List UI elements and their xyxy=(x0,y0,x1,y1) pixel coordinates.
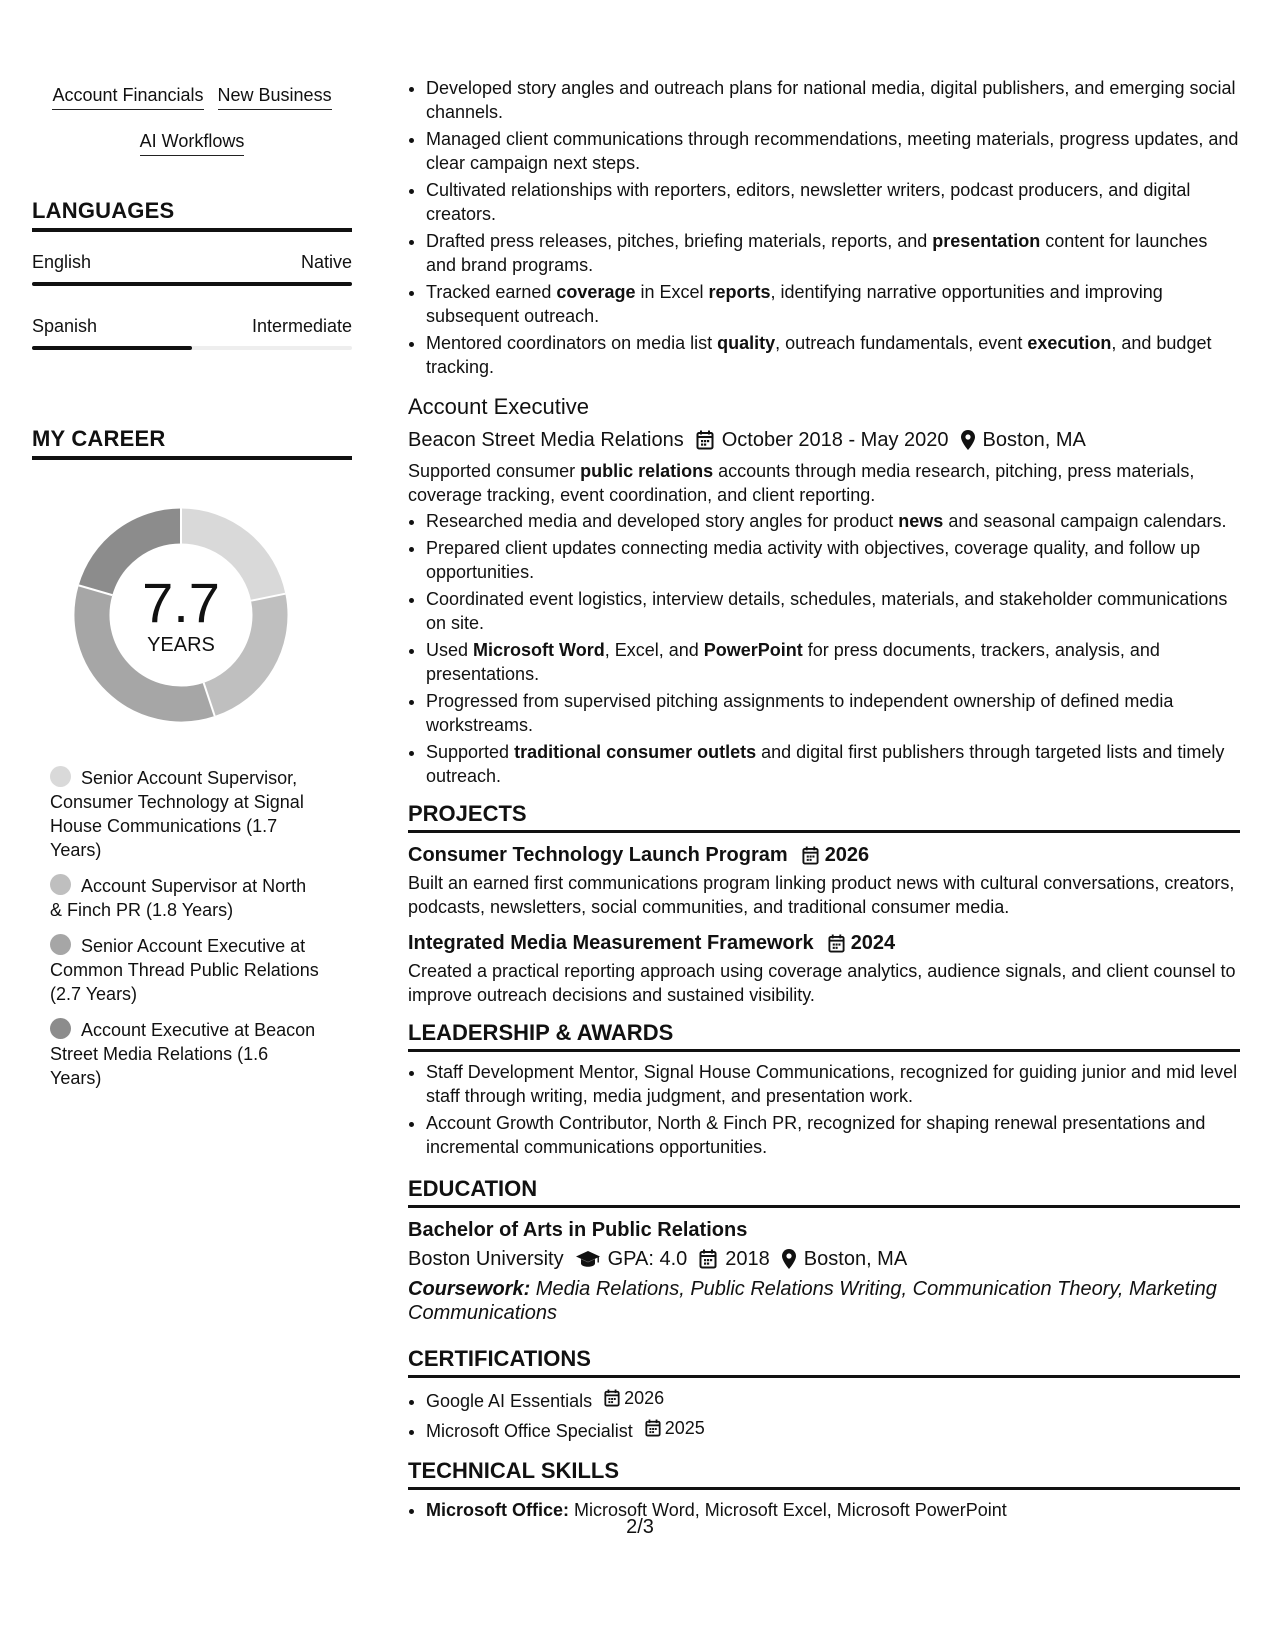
education-year: 2018 xyxy=(725,1248,770,1270)
text-run: and digital first publishers through targeted lists and timely outreach. xyxy=(426,742,1225,786)
main-content xyxy=(408,76,1240,1525)
project-item xyxy=(408,843,1240,919)
project-item xyxy=(408,931,1240,1007)
language-bar-fill xyxy=(32,282,352,286)
calendar-icon xyxy=(696,430,714,450)
bold-keyword: traditional consumer outlets xyxy=(514,742,757,762)
text-run: , Excel, and xyxy=(604,640,704,660)
previous-job-bullet xyxy=(426,127,1240,175)
calendar-icon xyxy=(802,846,819,865)
job-bullet xyxy=(426,536,1240,584)
skill-tag: Account Financials xyxy=(52,84,203,110)
job-bullet xyxy=(426,509,1240,533)
page-number: 2/3 xyxy=(626,1516,654,1538)
language-bar-fill xyxy=(32,346,192,350)
text-run: Prepared client updates connecting media activity with objectives, coverage quality, and follow up opportunities. xyxy=(426,538,1201,582)
project-description: Built an earned first communications program linking product news with cultural conversations, creators, podcasts, newsletters, social communities, and traditional consumer media. xyxy=(408,873,1235,917)
previous-job-bullet xyxy=(426,280,1240,328)
technical-skill-label: Microsoft Office: xyxy=(426,1500,570,1520)
previous-job-bullet xyxy=(426,178,1240,226)
bold-keyword: reports xyxy=(708,282,771,302)
career-legend-label: Account Executive at Beacon Street Media Relations (1.6 Years) xyxy=(50,1020,316,1088)
legend-dot-icon xyxy=(50,934,71,955)
location-pin-icon xyxy=(961,430,975,450)
job-bullet xyxy=(426,740,1240,788)
text-run: and seasonal campaign calendars. xyxy=(943,511,1227,531)
technical-skills-heading: TECHNICAL SKILLS xyxy=(408,1459,1240,1490)
calendar-icon xyxy=(828,934,845,953)
text-run: content for launches and brand programs. xyxy=(426,231,1208,275)
career-legend xyxy=(50,766,320,1090)
language-bar xyxy=(32,282,352,286)
bold-keyword: execution xyxy=(1027,333,1112,353)
career-legend-item xyxy=(50,874,320,922)
education-school: Boston University xyxy=(408,1248,564,1270)
career-heading: MY CAREER xyxy=(32,426,352,460)
language-name: Spanish xyxy=(32,316,98,336)
text-run: , identifying narrative opportunities and improving subsequent outreach. xyxy=(426,282,1163,326)
text-run: Managed client communications through recommendations, meeting materials, progress updates, and clear campaign next steps. xyxy=(426,129,1239,173)
leadership-heading: LEADERSHIP & AWARDS xyxy=(408,1021,1240,1052)
text-run: in Excel xyxy=(635,282,709,302)
technical-skill-value: Microsoft Word, Microsoft Excel, Microsoft PowerPoint xyxy=(569,1500,1007,1520)
text-run: Supported consumer xyxy=(408,461,581,481)
leadership-item: • Account Growth Contributor, North & Finch PR, recognized for shaping renewal presentations and incremental communications opportunities. xyxy=(426,1111,1240,1159)
certification-name: Microsoft Office Specialist xyxy=(426,1421,633,1441)
job-summary xyxy=(408,459,1240,507)
calendar-icon xyxy=(699,1249,717,1269)
skill-tags xyxy=(32,80,352,172)
leadership-list xyxy=(408,1060,1240,1159)
skill-tag: New Business xyxy=(218,84,332,110)
text-run: for press documents, trackers, analysis, and presentations. xyxy=(426,640,1160,684)
career-total-unit: YEARS xyxy=(147,634,215,656)
education-gpa: GPA: 4.0 xyxy=(607,1248,688,1270)
bold-keyword: quality xyxy=(717,333,776,353)
certification-name: Google AI Essentials xyxy=(426,1391,593,1411)
education-heading: EDUCATION xyxy=(408,1177,1240,1208)
previous-job-bullet xyxy=(426,76,1240,124)
language-level: Intermediate xyxy=(251,316,352,336)
career-legend-item xyxy=(50,766,320,862)
previous-job-bullet xyxy=(426,331,1240,379)
job-bullet xyxy=(426,587,1240,635)
job-bullet xyxy=(426,638,1240,686)
education-degree: Bachelor of Arts in Public Relations xyxy=(408,1219,748,1241)
certifications-heading: CERTIFICATIONS xyxy=(408,1347,1240,1378)
text-run: Supported xyxy=(426,742,515,762)
career-legend-item xyxy=(50,934,320,1006)
language-level: Native xyxy=(300,252,352,272)
project-year: 2026 xyxy=(824,844,870,866)
calendar-icon xyxy=(604,1389,620,1407)
education-coursework xyxy=(408,1277,1240,1325)
text-run: Progressed from supervised pitching assignments to independent ownership of defined media workstreams. xyxy=(426,691,1174,735)
career-legend-label: Senior Account Executive at Common Thread Public Relations (2.7 Years) xyxy=(50,936,319,1004)
project-title: Consumer Technology Launch Program xyxy=(408,844,788,866)
language-name: English xyxy=(32,252,92,272)
bold-keyword: public relations xyxy=(580,461,714,481)
certification-item xyxy=(426,1386,1240,1413)
bold-keyword: presentation xyxy=(932,231,1041,251)
job-location: Boston, MA xyxy=(982,429,1086,451)
projects-heading: PROJECTS xyxy=(408,802,1240,833)
language-bar xyxy=(32,346,352,350)
previous-job-bullet xyxy=(426,229,1240,277)
career-donut-chart xyxy=(66,500,296,730)
text-run: , and budget tracking. xyxy=(426,333,1212,377)
certification-year: 2025 xyxy=(664,1418,705,1438)
career-legend-label: Account Supervisor at North & Finch PR (1.8 Years) xyxy=(50,876,307,920)
previous-job-bullets xyxy=(408,76,1240,379)
technical-skills-list xyxy=(408,1498,1240,1522)
certification-year: 2026 xyxy=(624,1388,665,1408)
text-run: Coordinated event logistics, interview details, schedules, materials, and stakeholder communications on site. xyxy=(426,589,1228,633)
education-location: Boston, MA xyxy=(803,1248,908,1270)
coursework-label: Coursework: xyxy=(408,1278,531,1300)
bold-keyword: coverage xyxy=(556,282,636,302)
technical-skill-item xyxy=(426,1498,1240,1522)
project-year: 2024 xyxy=(850,932,896,954)
sidebar xyxy=(32,80,352,1102)
job-title: Account Executive xyxy=(408,394,589,419)
graduation-cap-icon xyxy=(576,1250,600,1268)
text-run: Tracked earned xyxy=(426,282,557,302)
legend-dot-icon xyxy=(50,766,71,787)
bold-keyword: PowerPoint xyxy=(703,640,803,660)
career-section xyxy=(32,426,352,1090)
text-run: Researched media and developed story angles for product xyxy=(426,511,899,531)
bold-keyword: news xyxy=(898,511,944,531)
skill-tag: AI Workflows xyxy=(140,130,245,156)
legend-dot-icon xyxy=(50,874,71,895)
career-total-years: 7.7 xyxy=(142,571,220,634)
certification-item xyxy=(426,1416,1240,1443)
job-company: Beacon Street Media Relations xyxy=(408,429,684,451)
location-pin-icon xyxy=(782,1249,796,1269)
coursework-list: Media Relations, Public Relations Writing, Communication Theory, Marketing Communications xyxy=(408,1278,1217,1324)
career-legend-item xyxy=(50,1018,320,1090)
bold-keyword: Microsoft Word xyxy=(473,640,605,660)
text-run: Used xyxy=(426,640,474,660)
text-run: accounts through media research, pitching, press materials, coverage tracking, event coordination, and client reporting. xyxy=(408,461,1195,505)
text-run: Cultivated relationships with reporters, editors, newsletter writers, podcast producers, and digital creators. xyxy=(426,180,1191,224)
job-meta xyxy=(408,427,1240,453)
language-item xyxy=(32,316,352,350)
job-dates: October 2018 - May 2020 xyxy=(721,429,949,451)
education-meta xyxy=(408,1247,1240,1271)
text-run: , outreach fundamentals, event xyxy=(775,333,1028,353)
calendar-icon xyxy=(645,1419,661,1437)
job-bullets xyxy=(408,509,1240,788)
languages-section xyxy=(32,198,352,350)
certifications-list xyxy=(408,1386,1240,1443)
legend-dot-icon xyxy=(50,1018,71,1039)
project-title: Integrated Media Measurement Framework xyxy=(408,932,814,954)
project-description: Created a practical reporting approach using coverage analytics, audience signals, and client counsel to improve outreach decisions and sustained visibility. xyxy=(408,961,1236,1005)
job-bullet xyxy=(426,689,1240,737)
language-item xyxy=(32,252,352,286)
text-run: Developed story angles and outreach plans for national media, digital publishers, and emerging social channels. xyxy=(426,78,1236,122)
text-run: Drafted press releases, pitches, briefing materials, reports, and xyxy=(426,231,933,251)
leadership-item: • Staff Development Mentor, Signal House Communications, recognized for guiding junior and mid level staff through writing, media judgment, and presentation work. xyxy=(426,1060,1240,1108)
text-run: Mentored coordinators on media list xyxy=(426,333,718,353)
career-legend-label: Senior Account Supervisor, Consumer Technology at Signal House Communications (1.7 Years) xyxy=(50,768,304,860)
languages-heading: LANGUAGES xyxy=(32,198,352,232)
